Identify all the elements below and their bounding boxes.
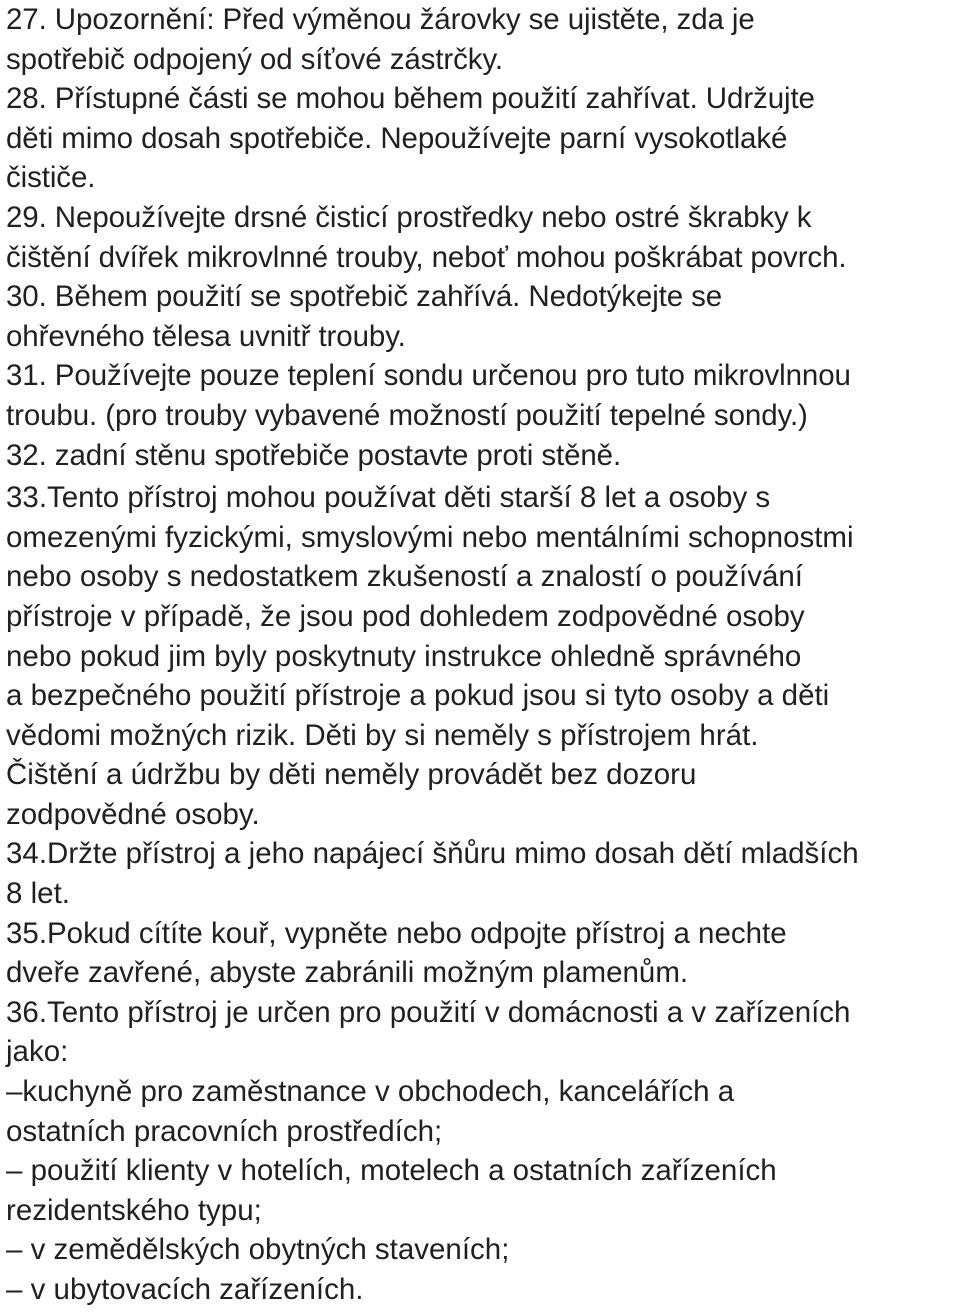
text-line: 28. Přístupné části se mohou během použití zahřívat. Udržujte bbox=[6, 82, 815, 116]
text-line: 8 let. bbox=[6, 877, 70, 911]
document-page bbox=[6, 0, 958, 1310]
text-line: omezenými fyzickými, smyslovými nebo mentálními schopnostmi bbox=[6, 520, 854, 554]
text-line: troubu. (pro trouby vybavené možností použití tepelné sondy.) bbox=[6, 398, 808, 432]
text-line: –kuchyně pro zaměstnance v obchodech, kancelářích a bbox=[6, 1075, 735, 1109]
text-line: čištění dvířek mikrovlnné trouby, neboť mohou poškrábat povrch. bbox=[6, 240, 847, 274]
text-line: 36.Tento přístroj je určen pro použití v domácnosti a v zařízeních bbox=[6, 995, 851, 1029]
text-line: děti mimo dosah spotřebiče. Nepoužívejte parní vysokotlaké bbox=[6, 121, 788, 155]
text-line: ohřevného tělesa uvnitř trouby. bbox=[6, 319, 406, 353]
text-line: 35.Pokud cítíte kouř, vypněte nebo odpojte přístroj a nechte bbox=[6, 916, 787, 950]
text-line: 32. zadní stěnu spotřebiče postavte proti stěně. bbox=[6, 438, 622, 472]
text-line: – použití klienty v hotelích, motelech a ostatních zařízeních bbox=[6, 1154, 777, 1188]
safety-instructions-27-32 bbox=[6, 0, 958, 475]
text-line: zodpovědné osoby. bbox=[6, 797, 260, 831]
text-line: – v zemědělských obytných staveních; bbox=[6, 1233, 510, 1267]
text-line: 27. Upozornění: Před výměnou žárovky se ujistěte, zda je bbox=[6, 3, 755, 36]
text-line: dveře zavřené, abyste zabránili možným plamenům. bbox=[6, 956, 689, 990]
text-line: čističe. bbox=[6, 161, 96, 195]
text-line: Čištění a údržbu by děti neměly provádět bez dozoru bbox=[6, 758, 697, 792]
text-line: a bezpečného použití přístroje a pokud jsou si tyto osoby a děti bbox=[6, 679, 830, 713]
text-line: nebo osoby s nedostatkem zkušeností a znalostí o používání bbox=[6, 560, 803, 594]
text-line: ostatních pracovních prostředích; bbox=[6, 1114, 443, 1148]
text-line: 30. Během použití se spotřebič zahřívá. Nedotýkejte se bbox=[6, 280, 723, 314]
text-line: 33.Tento přístroj mohou používat děti starší 8 let a osoby s bbox=[6, 481, 771, 515]
text-line: nebo pokud jim byly poskytnuty instrukce ohledně správného bbox=[6, 639, 802, 673]
text-line: 29. Nepoužívejte drsné čisticí prostředky nebo ostré škrabky k bbox=[6, 200, 812, 234]
text-line: 34.Držte přístroj a jeho napájecí šňůru mimo dosah dětí mladších bbox=[6, 837, 859, 871]
text-line: přístroje v případě, že jsou pod dohledem zodpovědné osoby bbox=[6, 599, 805, 633]
text-line: rezidentského typu; bbox=[6, 1193, 262, 1227]
text-line: vědomi možných rizik. Děti by si neměly s přístrojem hrát. bbox=[6, 718, 759, 752]
safety-instructions-33-36 bbox=[6, 478, 958, 1309]
text-line: – v ubytovacích zařízeních. bbox=[6, 1273, 364, 1306]
text-line: jako: bbox=[6, 1035, 69, 1069]
text-line: spotřebič odpojený od síťové zástrčky. bbox=[6, 42, 503, 76]
text-line: 31. Používejte pouze teplení sondu určenou pro tuto mikrovlnnou bbox=[6, 359, 851, 393]
